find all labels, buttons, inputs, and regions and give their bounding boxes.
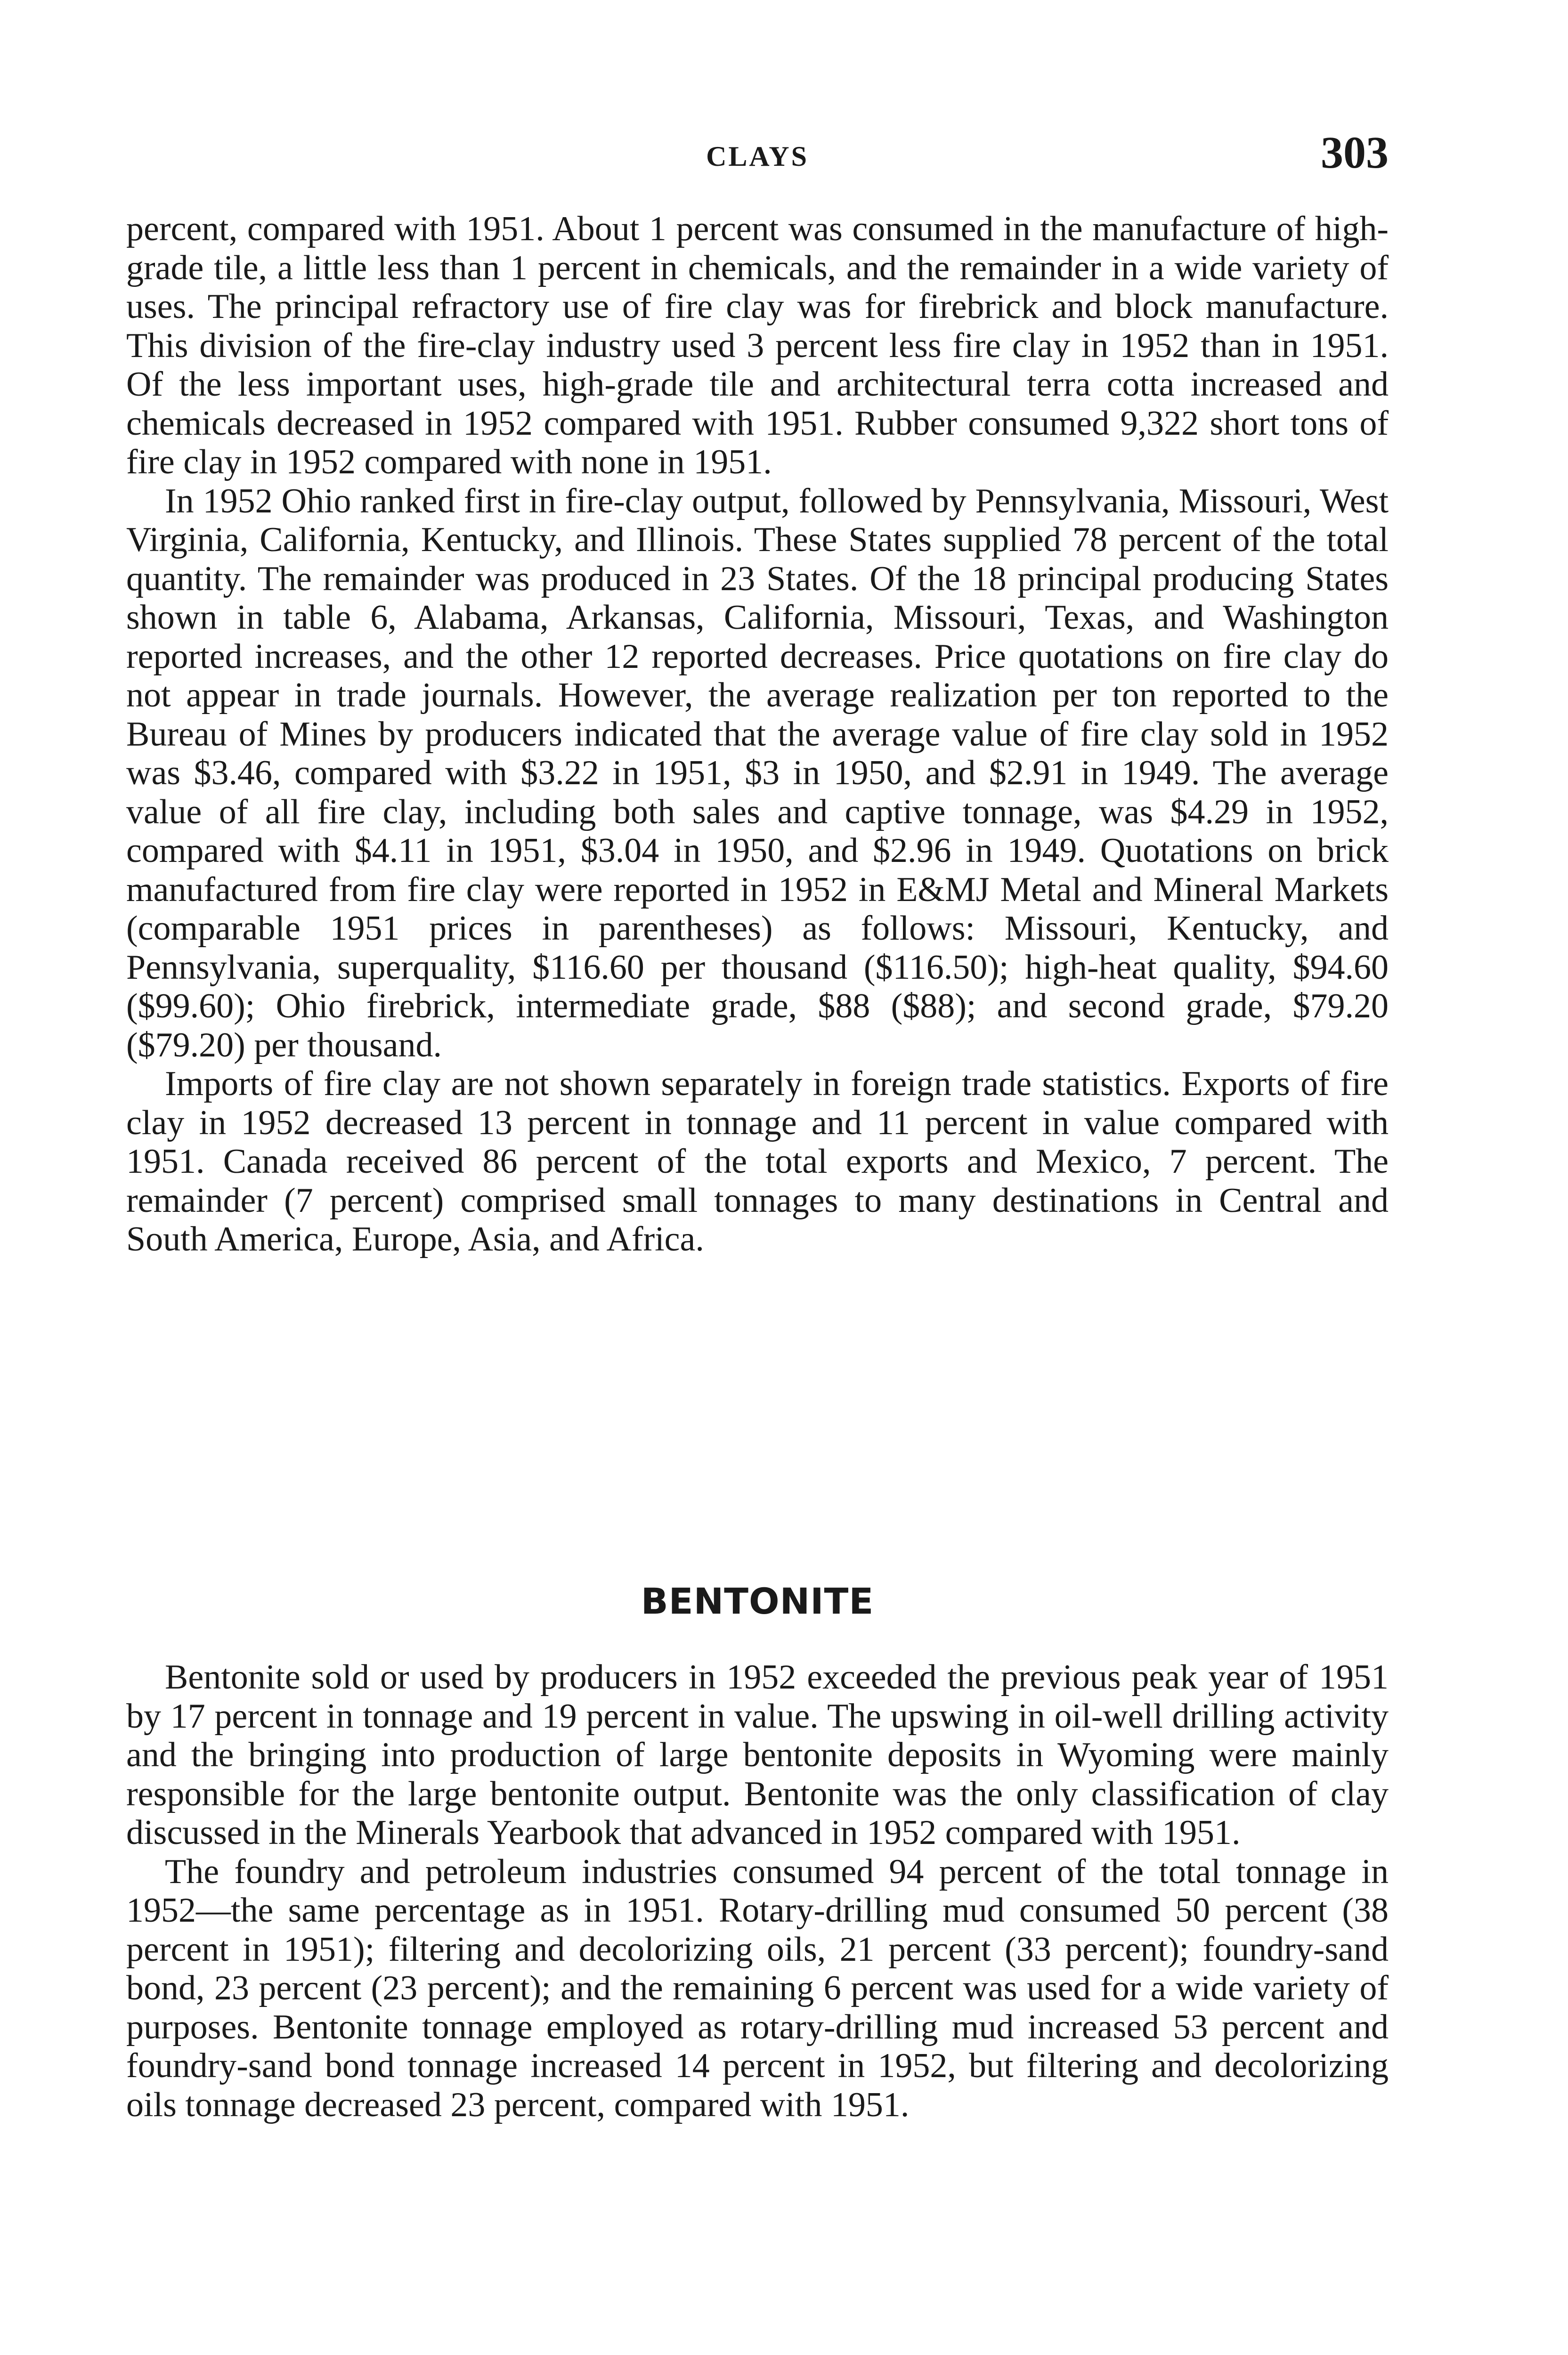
section-heading-bentonite: BENTONITE — [641, 1580, 874, 1622]
paragraph-fire-clay-states-prices: In 1952 Ohio ranked first in fire-clay output, followed by Pennsylvania, Missouri, West Virginia, California, Kentucky, and Illinois. These States supplied 78 percent of the total quantity. The remainder was produced in 23 States. Of the 18 principal producing States shown in table 6, Alabama, Arkansas, California, Missouri, Texas, and Washington reported increases, and the other 12 reported decreases. Price quotations on fire clay do not appear in trade journals. However, the average realization per ton reported to the Bureau of Mines by producers indicated that the average value of fire clay sold in 1952 was $3.46, compared with $3.22 in 1951, $3 in 1950, and $2.91 in 1949. The average value of all fire clay, including both sales and captive tonnage, was $4.29 in 1952, compared with $4.11 in 1951, $3.04 in 1950, and $2.96 in 1949. Quotations on brick manufactured from fire clay were reported in 1952 in E&MJ Metal and Mineral Markets (comparable 1951 prices in parentheses) as follows: Missouri, Kentucky, and Pennsylvania, superquality, $116.60 per thousand ($116.50); high-heat quality, $94.60 ($99.60); Ohio firebrick, intermediate grade, $88 ($88); and second grade, $79.20 ($79.20) per thousand. — [126, 481, 1389, 1064]
paragraph-bentonite-output: Bentonite sold or used by producers in 1952 exceeded the previous peak year of 1951 by 17 percent in tonnage and 19 percent in value. The upswing in oil-well drilling activity and the bringing into production of large bentonite deposits in Wyoming were mainly responsible for the large bentonite output. Bentonite was the only classification of clay discussed in the Minerals Yearbook that advanced in 1952 compared with 1951. — [126, 1658, 1389, 1852]
fire-clay-section — [126, 210, 1389, 1259]
running-head — [126, 126, 1389, 178]
paragraph-fire-clay-uses: percent, compared with 1951. About 1 percent was consumed in the manufacture of high-grade tile, a little less than 1 percent in chemicals, and the remainder in a wide variety of uses. The principal refractory use of fire clay was for firebrick and block manufacture. This division of the fire-clay industry used 3 percent less fire clay in 1952 than in 1951. Of the less important uses, high-grade tile and architectural terra cotta increased and chemicals decreased in 1952 compared with 1951. Rubber consumed 9,322 short tons of fire clay in 1952 compared with none in 1951. — [126, 210, 1389, 481]
paragraph-fire-clay-trade: Imports of fire clay are not shown separately in foreign trade statistics. Exports of fire clay in 1952 decreased 13 percent in tonnage and 11 percent in value compared with 1951. Canada received 86 percent of the total exports and Mexico, 7 percent. The remainder (7 percent) comprised small tonnages to many destinations in Central and South America, Europe, Asia, and Africa. — [126, 1064, 1389, 1259]
running-head-title: CLAYS — [706, 141, 809, 172]
paragraph-bentonite-consumption: The foundry and petroleum industries consumed 94 percent of the total tonnage in 1952—the same percentage as in 1951. Rotary-drilling mud consumed 50 percent (38 percent in 1951); filtering and decolorizing oils, 21 percent (33 percent); foundry-sand bond, 23 percent (23 percent); and the remaining 6 percent was used for a wide variety of purposes. Bentonite tonnage employed as rotary-drilling mud increased 53 percent and foundry-sand bond tonnage increased 14 percent in 1952, but filtering and decolorizing oils tonnage decreased 23 percent, compared with 1951. — [126, 1852, 1389, 2124]
bentonite-section — [126, 1658, 1389, 2124]
page-number: 303 — [1321, 127, 1389, 178]
